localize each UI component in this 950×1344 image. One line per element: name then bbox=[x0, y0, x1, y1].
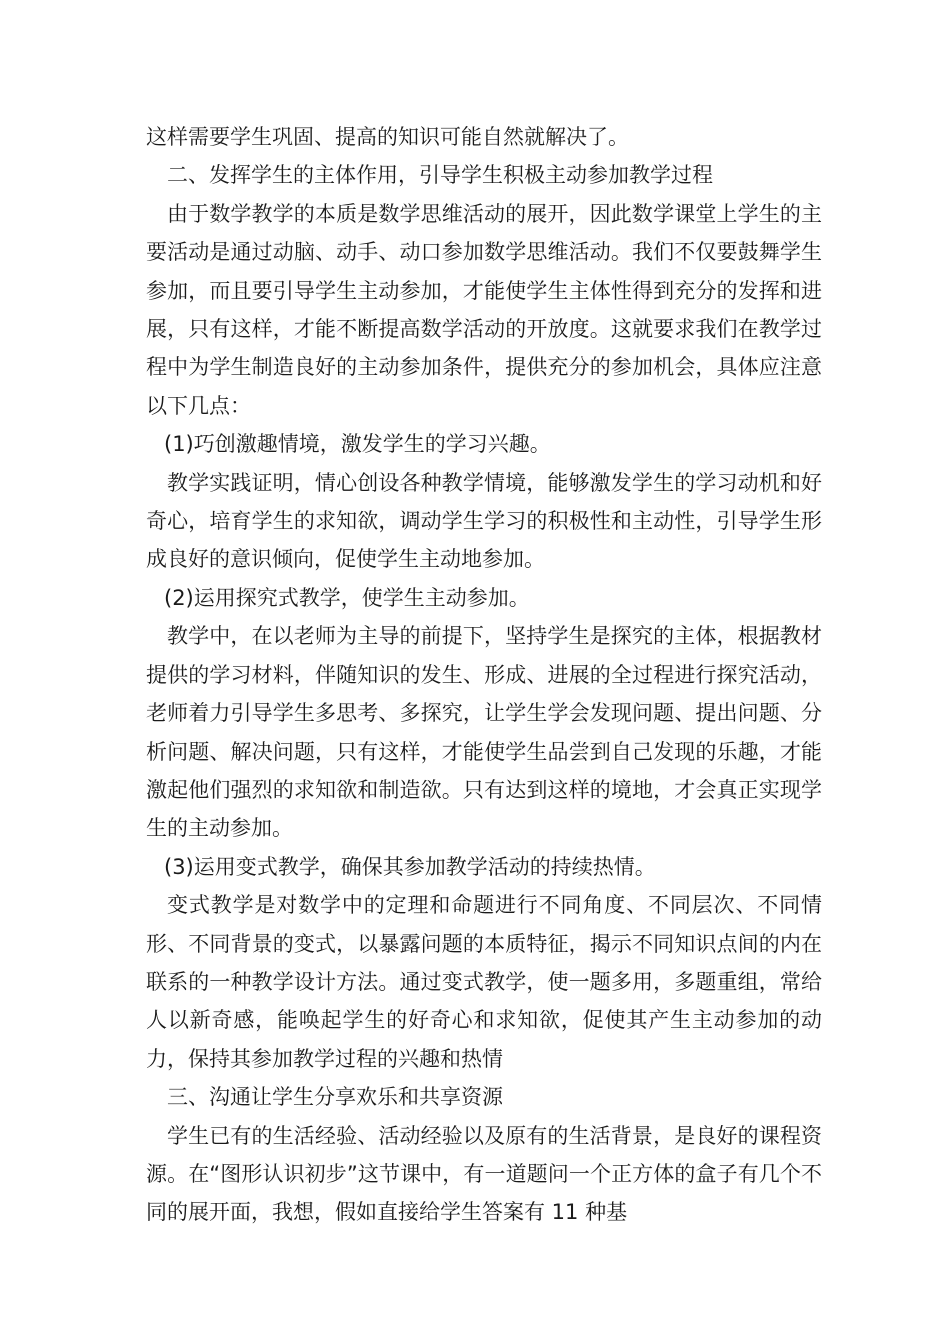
list-item-1: (1)巧创激趣情境，激发学生的学习兴趣。 bbox=[164, 432, 551, 457]
section-heading-2: 二、发挥学生的主体作用，引导学生积极主动参加教学过程 bbox=[167, 163, 713, 188]
list-item-3: (3)运用变式教学，确保其参加教学活动的持续热情。 bbox=[164, 854, 656, 879]
paragraph-continuation: 这样需要学生巩固、提高的知识可能自然就解决了。 bbox=[146, 125, 629, 149]
paragraph-item-3: 变式教学是对数学中的定理和命题进行不同角度、不同层次、不同情形、不同背景的变式，以暴露问题的本质特征，揭示不同知识点间的内在联系的一种教学设计方法。通过变式教学，使一题多用，多题重组，常给人以新奇感，能唤起学生的好奇心和求知欲，促使其产生主动参加的动力，保持其参加教学过程的兴趣和热情 bbox=[146, 893, 822, 1071]
document-body bbox=[146, 118, 822, 1232]
paragraph-intro: 由于数学教学的本质是数学思维活动的展开，因此数学课堂上学生的主要活动是通过动脑、动手、动口参加数学思维活动。我们不仅要鼓舞学生参加，而且要引导学生主动参加，才能使学生主体性得到充分的发挥和进展，只有这样，才能不断提高数学活动的开放度。这就要求我们在教学过程中为学生制造良好的主动参加条件，提供充分的参加机会，具体应注意以下几点： bbox=[146, 201, 822, 418]
paragraph-item-2: 教学中，在以老师为主导的前提下，坚持学生是探究的主体，根据教材提供的学习材料，伴随知识的发生、形成、进展的全过程进行探究活动，老师着力引导学生多思考、多探究，让学生学会发现问题、提出问题、分析问题、解决问题，只有这样，才能使学生品尝到自己发现的乐趣，才能激起他们强烈的求知欲和制造欲。只有达到这样的境地，才会真正实现学生的主动参加。 bbox=[146, 624, 822, 841]
paragraph-section-3: 学生已有的生活经验、活动经验以及原有的生活背景，是良好的课程资源。在“图形认识初步”这节课中，有一道题问一个正方体的盒子有几个不同的展开面，我想，假如直接给学生答案有 11 种基 bbox=[146, 1123, 822, 1225]
section-heading-3: 三、沟通让学生分享欢乐和共享资源 bbox=[167, 1085, 503, 1110]
paragraph-item-1: 教学实践证明，情心创设各种教学情境，能够激发学生的学习动机和好奇心，培育学生的求知欲，调动学生学习的积极性和主动性，引导学生形成良好的意识倾向，促使学生主动地参加。 bbox=[146, 470, 822, 572]
list-item-2: (2)运用探究式教学，使学生主动参加。 bbox=[164, 585, 530, 610]
